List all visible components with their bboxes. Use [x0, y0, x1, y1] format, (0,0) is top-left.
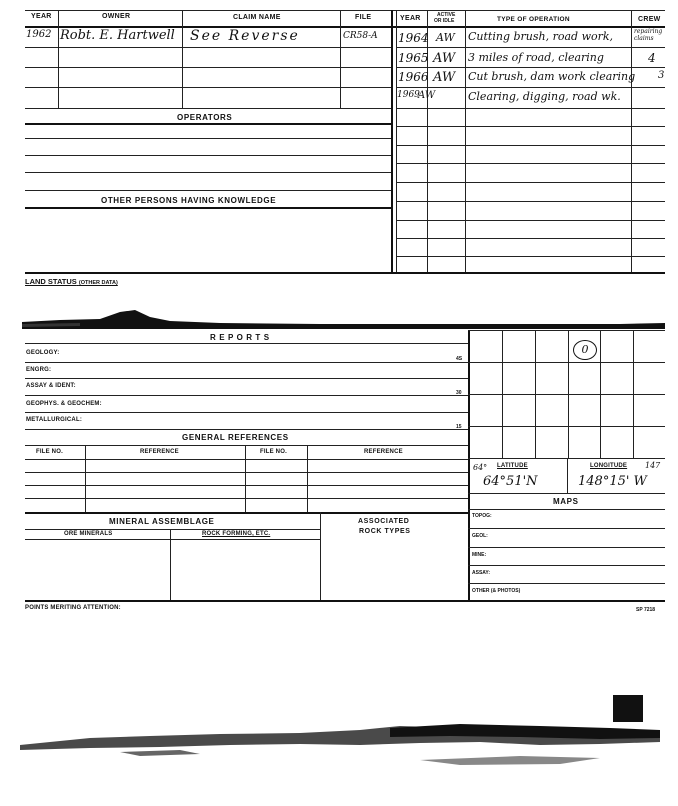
op-status: AW: [433, 70, 456, 85]
latitude-label: LATITUDE: [497, 463, 528, 469]
ref-header: REFERENCE: [364, 449, 403, 455]
general-references-title: GENERAL REFERENCES: [182, 433, 289, 442]
land-status-sub: (OTHER DATA): [78, 280, 118, 286]
header-file: FILE: [355, 14, 372, 21]
report-number: 4S: [456, 356, 463, 362]
grid-circle-mark: 0: [573, 340, 597, 360]
header-owner: OWNER: [102, 13, 131, 20]
report-label: GEOLOGY:: [26, 350, 60, 356]
op-type: Cutting brush, road work,: [468, 30, 614, 43]
maps-title: MAPS: [553, 497, 579, 506]
op-type: Clearing, digging, road wk.: [468, 90, 621, 103]
lat-prefix: 64°: [473, 463, 488, 472]
report-number: 15: [456, 424, 462, 430]
mineral-title: MINERAL ASSEMBLAGE: [109, 517, 215, 526]
op-year: 1966: [398, 70, 429, 84]
claim-file: CR58-A: [343, 31, 378, 41]
land-status-label: LAND STATUS: [25, 277, 77, 286]
longitude-label: LONGITUDE: [590, 463, 628, 469]
report-label: GEOPHYS. & GEOCHEM:: [26, 401, 102, 407]
ref-header: REFERENCE: [140, 449, 179, 455]
operators-title: OPERATORS: [177, 113, 233, 122]
op-status: AW: [418, 90, 436, 101]
report-label: ASSAY & IDENT:: [26, 383, 76, 389]
ref-header: FILE NO.: [36, 449, 63, 455]
longitude-value: 148°15' W: [578, 474, 647, 489]
claim-owner: Robt. E. Hartwell: [60, 28, 175, 43]
others-title: OTHER PERSONS HAVING KNOWLEDGE: [101, 196, 277, 205]
header-year-2: YEAR: [400, 15, 421, 22]
map-row: MINE:: [472, 552, 487, 558]
claim-year: 1962: [26, 29, 52, 40]
points-meriting-attention: POINTS MERITING ATTENTION:: [25, 605, 121, 611]
latitude-value: 64°51'N: [483, 474, 538, 489]
rock-forming-header: ROCK FORMING, ETC.: [202, 531, 271, 537]
associated-header: ASSOCIATED: [358, 518, 410, 525]
header-year: YEAR: [31, 13, 52, 20]
op-year: 1965: [398, 51, 429, 65]
header-or-idle: OR IDLE: [434, 18, 455, 24]
op-year: 1964: [398, 31, 429, 45]
header-active: ACTIVE: [437, 12, 456, 18]
report-label: METALLURGICAL:: [26, 417, 83, 423]
header-type-of-operation: TYPE OF OPERATION: [497, 16, 570, 23]
ref-header: FILE NO.: [260, 449, 287, 455]
op-status: AW: [436, 31, 455, 44]
op-crew: repairing claims: [634, 28, 663, 42]
scan-noise: [0, 690, 678, 790]
claim-name: See Reverse: [190, 28, 300, 44]
form-number: SP 7218: [636, 607, 656, 613]
header-claim-name: CLAIM NAME: [233, 14, 281, 21]
report-number: 30: [456, 390, 462, 396]
op-status: AW: [433, 51, 456, 66]
lon-suffix: 147: [645, 461, 661, 470]
op-type: 3 miles of road, clearing: [468, 51, 604, 64]
op-crew: 3: [658, 70, 665, 81]
reports-title: R E P O R T S: [210, 333, 270, 342]
rock-types-header: ROCK TYPES: [359, 528, 411, 535]
op-crew: 4: [648, 51, 656, 65]
map-row: TOPOG:: [472, 513, 492, 519]
map-row: OTHER (& PHOTOS): [472, 588, 521, 594]
map-row: GEOL:: [472, 533, 488, 539]
map-row: ASSAY:: [472, 570, 491, 576]
report-label: ENGRG:: [26, 367, 52, 373]
op-type: Cut brush, dam work clearing: [468, 70, 636, 83]
ore-minerals-header: ORE MINERALS: [64, 531, 113, 537]
op-year: 1969: [397, 90, 420, 100]
header-crew: CREW: [638, 16, 661, 23]
